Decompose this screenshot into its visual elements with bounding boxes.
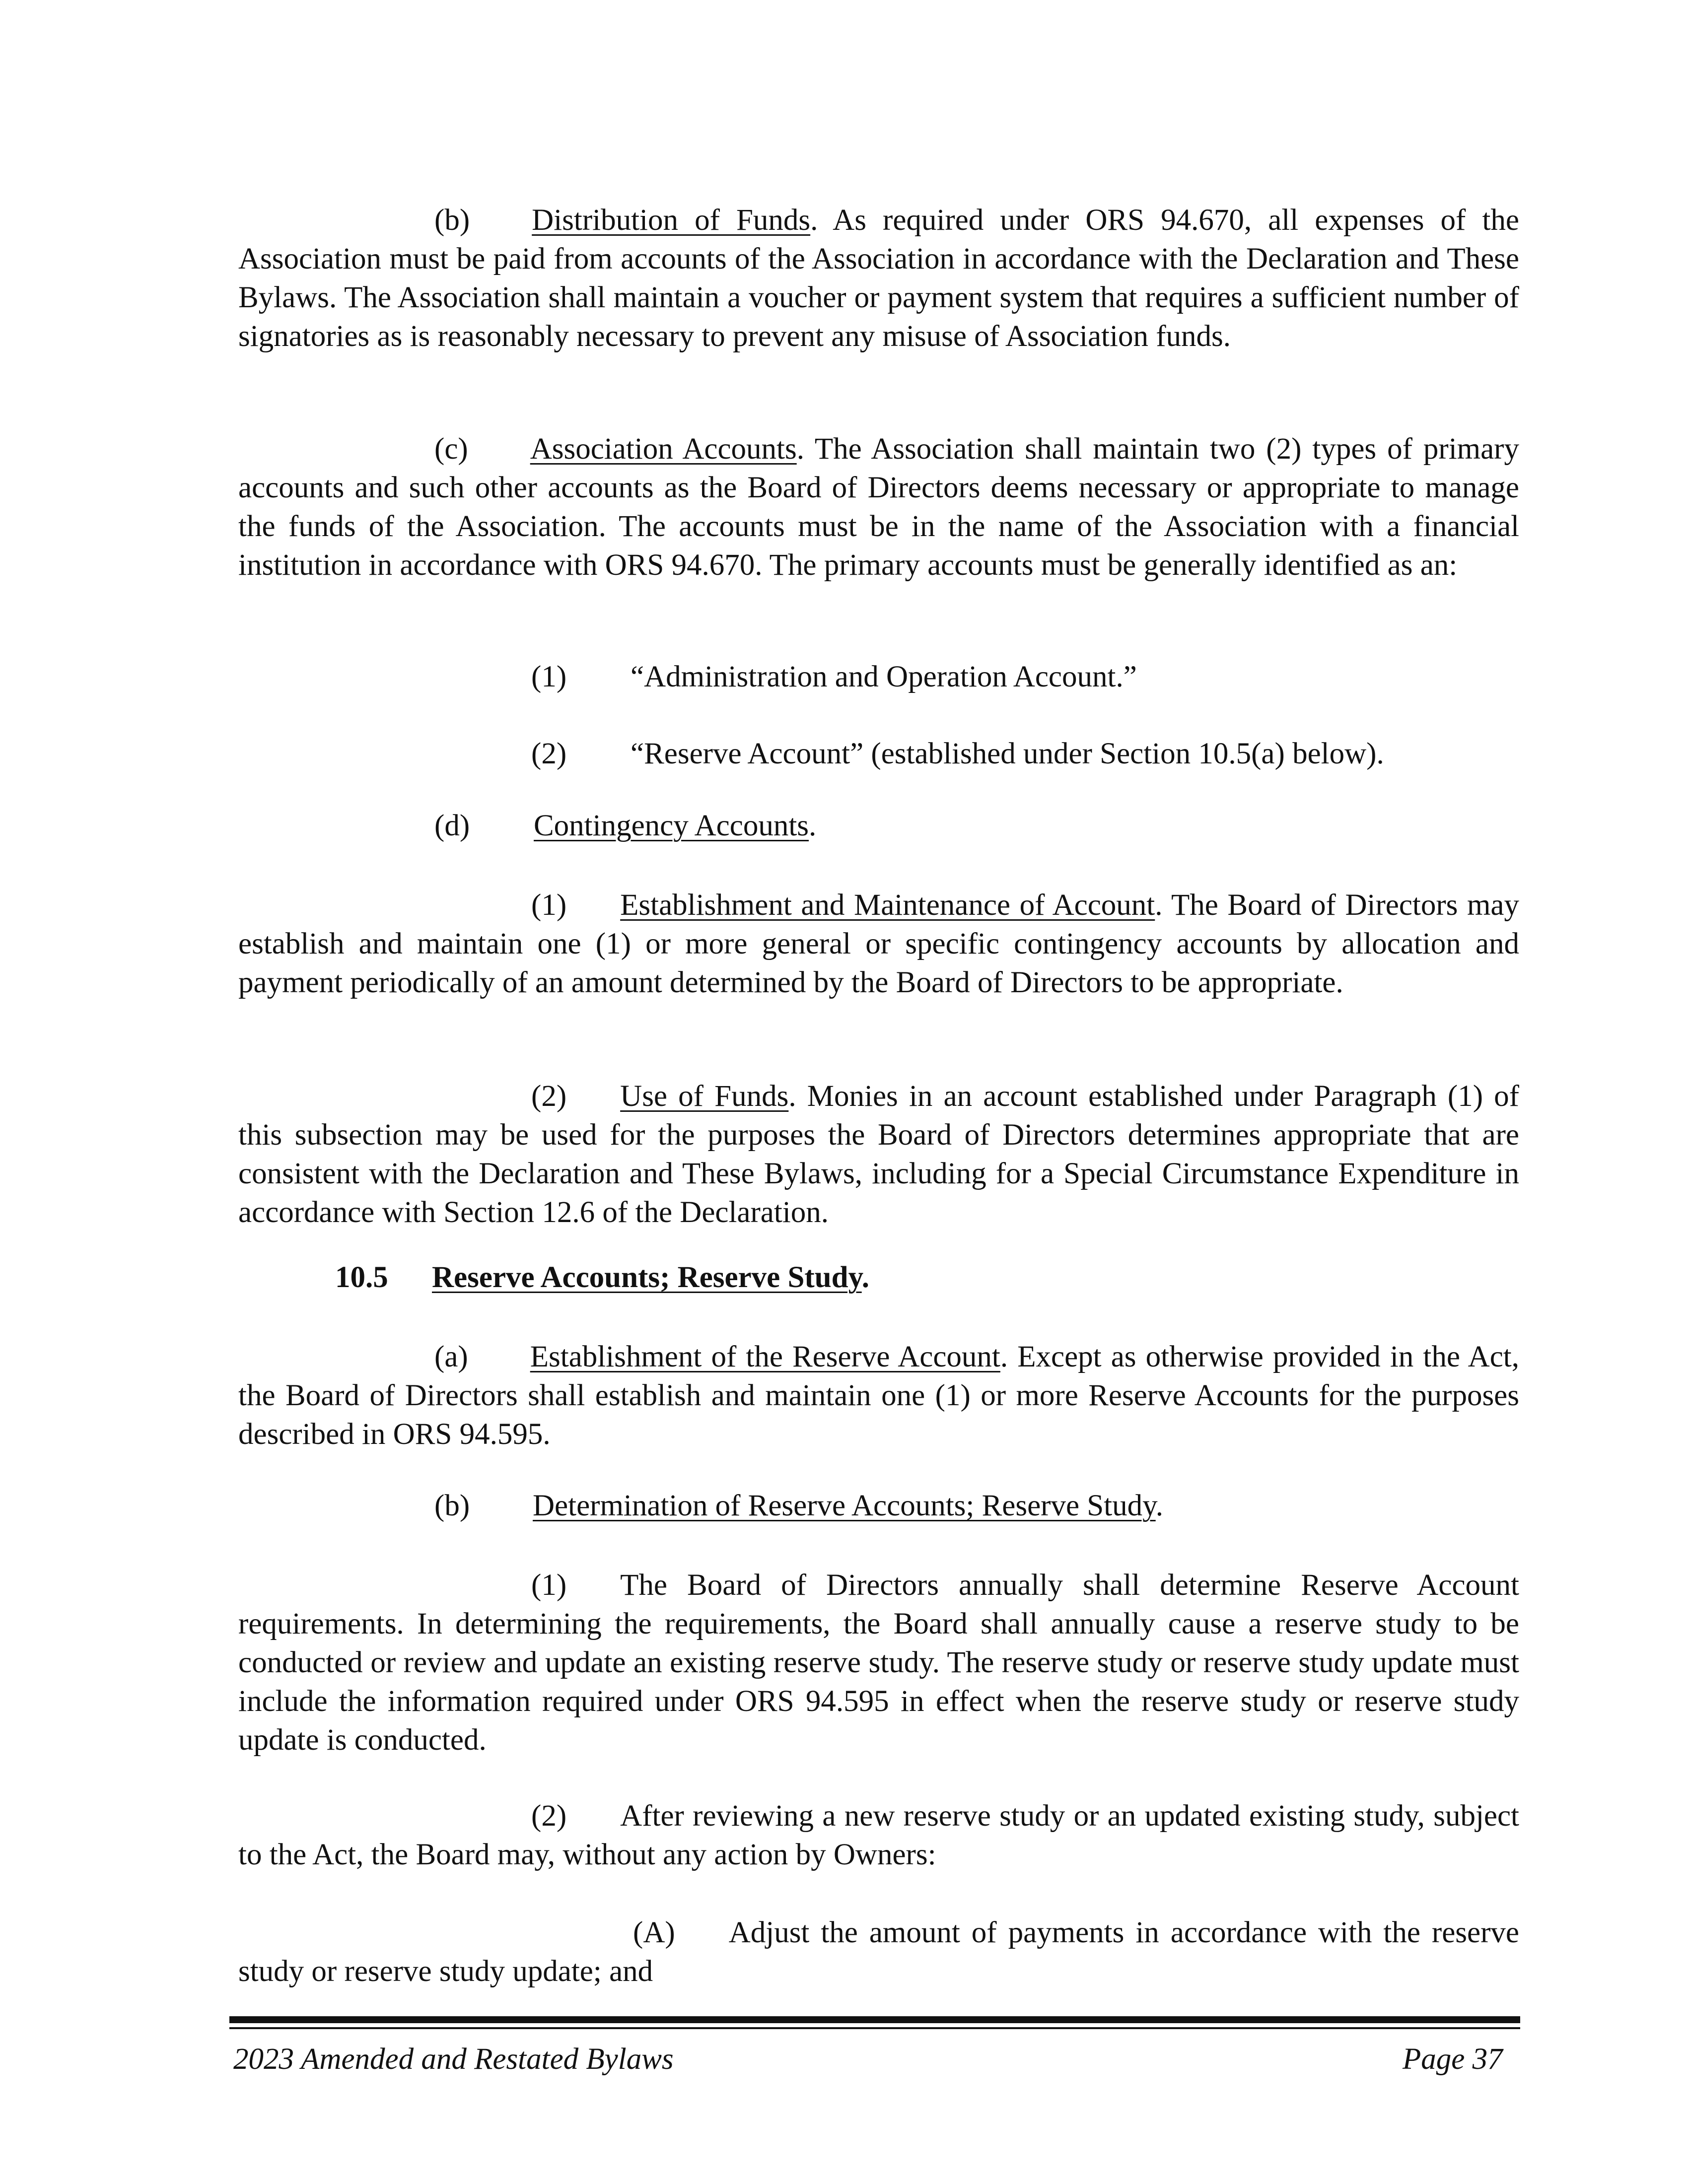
item-label: (1) — [531, 660, 567, 693]
paragraph-label: (2) — [531, 1799, 567, 1833]
paragraph-text: Adjust the amount of payments in accordance with the reserve study or reserve study update; and — [238, 1916, 1519, 1988]
section-title: Reserve Accounts; Reserve Study — [432, 1261, 862, 1294]
footer-rule-thin — [229, 2027, 1520, 2029]
footer-title: 2023 Amended and Restated Bylaws — [233, 2043, 674, 2076]
section-heading-10-5 — [335, 1258, 869, 1297]
paragraph-label: (b) — [434, 204, 470, 237]
page-number: Page 37 — [1403, 2043, 1503, 2076]
heading-text: Determination of Reserve Accounts; Reserve Study — [533, 1489, 1156, 1522]
list-item-reserve-account — [531, 735, 1384, 773]
heading-determination-reserve-accounts — [434, 1487, 1163, 1525]
paragraph-text: After reviewing a new reserve study or an updated existing study, subject to the Act, the Board may, without any action by Owners: — [238, 1799, 1519, 1871]
paragraph-heading: Use of Funds — [620, 1080, 789, 1113]
paragraph-text: . The Association shall maintain two (2) types of primary accounts and such other accounts as the Board of Directors deems necessary or appropriate to manage the funds of the Association. The accounts must be in the name of the Association with a financial institution in accordance with ORS 94.670. The primary accounts must be generally identified as an: — [238, 432, 1519, 582]
heading-label: (b) — [434, 1489, 470, 1522]
paragraph-use-of-funds — [238, 1077, 1519, 1232]
paragraph-text: The Board of Directors annually shall determine Reserve Account requirements. In determining the requirements, the Board shall annually cause a reserve study to be conducted or review and update an existing reserve study. The reserve study or reserve study update must include the information required under ORS 94.595 in effect when the reserve study or reserve study update is conducted. — [238, 1569, 1519, 1757]
paragraph-establishment-maintenance — [238, 886, 1519, 1002]
paragraph-adjust-payments — [238, 1913, 1519, 1991]
paragraph-label: (1) — [531, 1569, 567, 1602]
paragraph-reserve-requirements — [238, 1566, 1519, 1760]
paragraph-text: . Except as otherwise provided in the Act, the Board of Directors shall establish and maintain one (1) or more Reserve Accounts for the purposes described in ORS 94.595. — [238, 1340, 1519, 1451]
paragraph-establishment-reserve-account — [238, 1338, 1519, 1454]
paragraph-after-reviewing — [238, 1797, 1519, 1874]
heading-period: . — [809, 809, 817, 842]
heading-contingency-accounts — [434, 807, 816, 845]
heading-period: . — [1155, 1489, 1163, 1522]
paragraph-text: . Monies in an account established under Paragraph (1) of this subsection may be used for the purposes the Board of Directors determines appropriate that are consistent with the Declaration and These Bylaws, including for a Special Circumstance Expenditure in accordance with Section 12.6 of the Declaration. — [238, 1080, 1519, 1229]
paragraph-heading: Establishment of the Reserve Account — [530, 1340, 1000, 1373]
paragraph-heading: Establishment and Maintenance of Account — [620, 888, 1155, 922]
paragraph-label: (a) — [434, 1340, 468, 1373]
footer-rule-thick — [229, 2016, 1520, 2023]
paragraph-label: (2) — [531, 1080, 567, 1113]
paragraph-heading: Distribution of Funds — [532, 204, 811, 237]
paragraph-text: . The Board of Directors may establish and maintain one (1) or more general or specific contingency accounts by allocation and payment periodically of an amount determined by the Board of Directors to be appropriate. — [238, 888, 1520, 999]
paragraph-association-accounts — [238, 430, 1519, 585]
section-number: 10.5 — [335, 1261, 388, 1294]
paragraph-label: (A) — [633, 1916, 675, 1949]
paragraph-label: (1) — [531, 888, 567, 922]
item-text: “Reserve Account” (established under Section 10.5(a) below). — [631, 737, 1384, 770]
section-title-period: . — [861, 1261, 869, 1294]
list-item-administration-account — [531, 658, 1137, 696]
item-label: (2) — [531, 737, 567, 770]
paragraph-label: (c) — [434, 432, 468, 466]
paragraph-text: . As required under ORS 94.670, all expenses of the Association must be paid from accounts of the Association in accordance with the Declaration and These Bylaws. The Association shall maintain a voucher or payment system that requires a sufficient number of signatories as is reasonably necessary to prevent any misuse of Association funds. — [238, 204, 1519, 353]
heading-text: Contingency Accounts — [534, 809, 809, 842]
item-text: “Administration and Operation Account.” — [631, 660, 1137, 693]
paragraph-heading: Association Accounts — [530, 432, 797, 466]
heading-label: (d) — [434, 809, 470, 842]
paragraph-distribution-of-funds — [238, 201, 1519, 356]
